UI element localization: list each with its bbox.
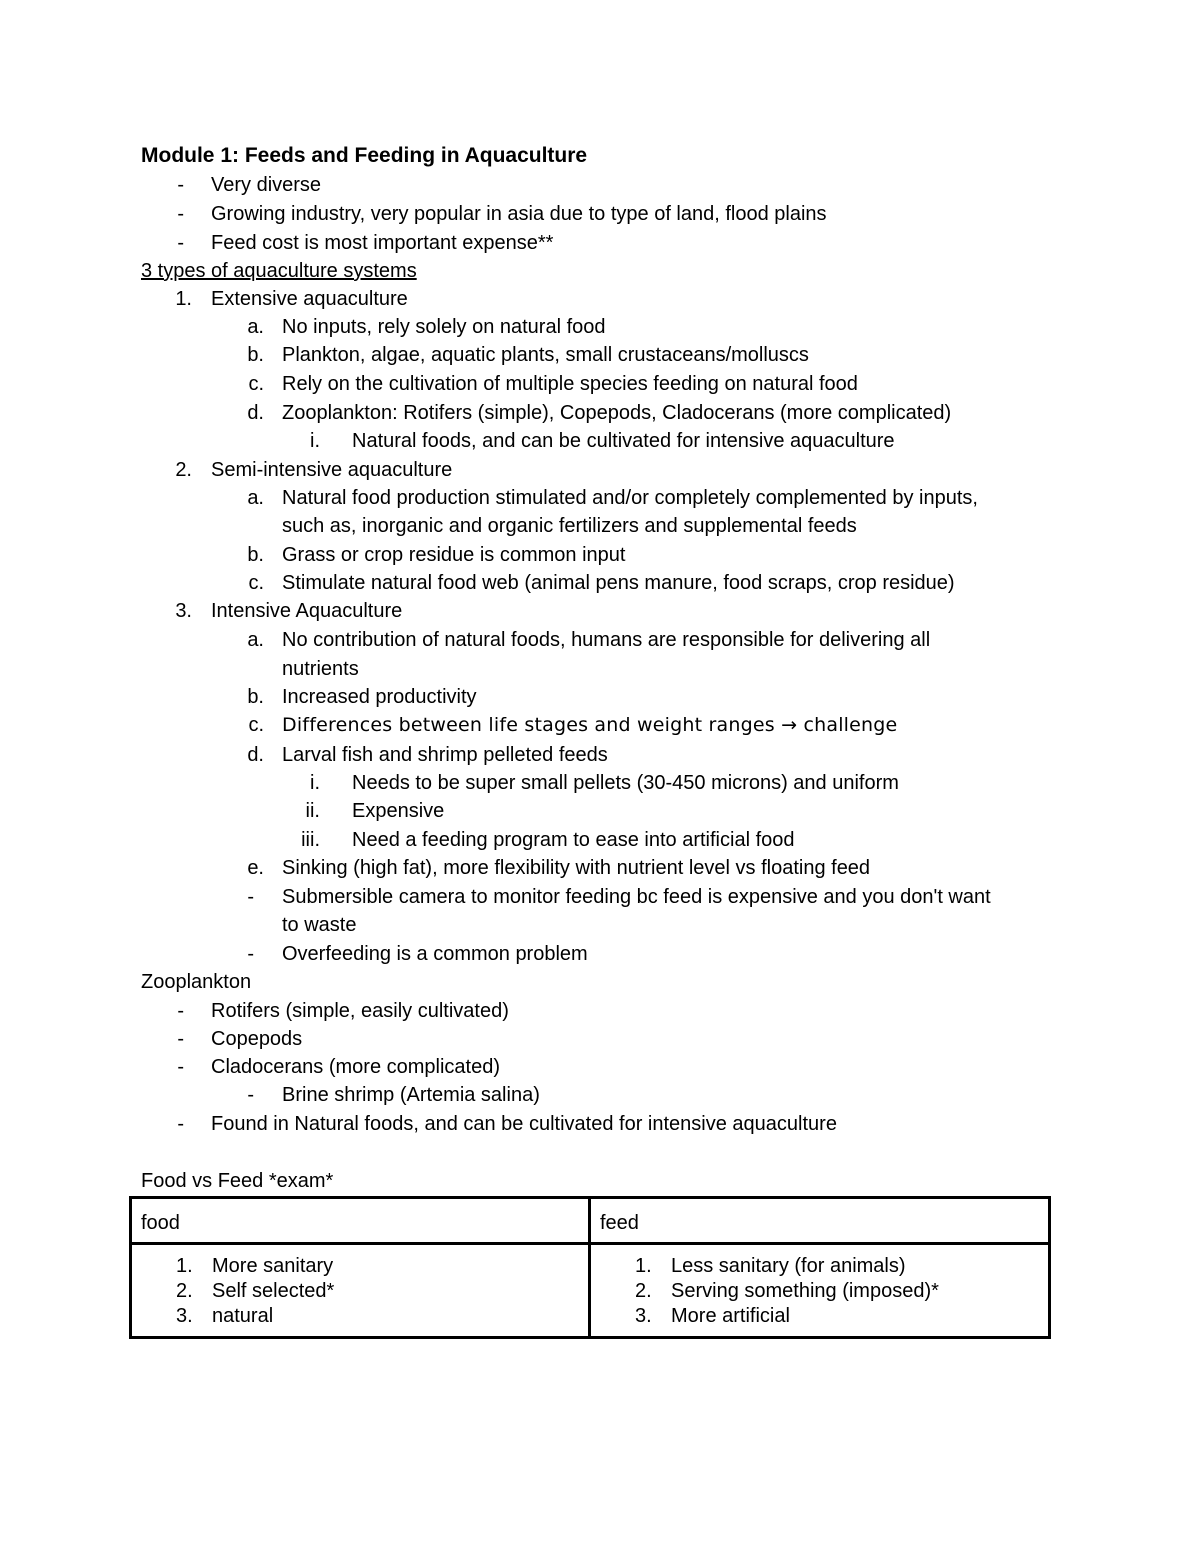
feed-item: More artificial [671,1305,790,1327]
list-item: 2. Self selected* [176,1280,335,1302]
list-item: 2. Serving something (imposed)* [635,1280,939,1302]
list-item-continuation: to waste [282,914,357,936]
table-header-cell [590,1198,1050,1244]
list-item: Increased productivity [282,686,477,708]
food-list [132,1245,588,1329]
bullet-dash: - [177,1000,184,1022]
intro-bullet: Very diverse [211,174,322,196]
list-item-continuation: nutrients [282,658,359,680]
header-feed: feed [600,1212,639,1234]
list-letter: d. [247,402,264,424]
table-cell [131,1244,590,1338]
list-item: Natural food production stimulated and/or completely complemented by inputs, [282,487,978,509]
table-header-cell [131,1198,590,1244]
feed-item: Less sanitary (for animals) [671,1255,906,1277]
list-item: No contribution of natural foods, humans are responsible for delivering all [282,629,931,651]
list-roman: iii. [301,829,320,851]
feed-item: Serving something (imposed)* [671,1280,939,1302]
header-food: food [141,1212,180,1234]
list-roman: ii. [305,800,320,822]
list-item: Differences between life stages and weight ranges → challenge [282,714,898,736]
list-letter: c. [248,572,264,594]
table-row [131,1244,1050,1338]
list-item: Natural foods, and can be cultivated for intensive aquaculture [352,430,895,452]
list-letter: e. [247,857,264,879]
bullet-dash: - [177,1028,184,1050]
list-item: 1. More sanitary [176,1255,334,1277]
list-letter: c. [248,373,264,395]
list-letter: b. [247,544,264,566]
list-item: Submersible camera to monitor feeding bc feed is expensive and you don't want [282,886,991,908]
list-number: 2. [175,459,192,481]
table-header-row [131,1198,1050,1244]
food-item: natural [212,1305,274,1327]
page-title: Module 1: Feeds and Feeding in Aquaculture [141,144,588,167]
system-label: Intensive Aquaculture [211,600,403,622]
table-heading: Food vs Feed *exam* [141,1170,334,1192]
zoo-sub-bullet: Brine shrimp (Artemia salina) [282,1084,540,1106]
list-item: Expensive [352,800,445,822]
zoo-bullet: Copepods [211,1028,303,1050]
list-item: Grass or crop residue is common input [282,544,626,566]
zoo-bullet: Cladocerans (more complicated) [211,1056,501,1078]
list-letter: a. [247,316,264,338]
list-item-continuation: such as, inorganic and organic fertilizers and supplemental feeds [282,515,857,537]
list-letter: b. [247,344,264,366]
system-label: Semi-intensive aquaculture [211,459,453,481]
bullet-dash: - [177,1113,184,1135]
food-vs-feed-table [129,1196,1051,1339]
list-roman: i. [310,772,320,794]
food-item: More sanitary [212,1255,334,1277]
bullet-dash: - [177,232,184,254]
list-letter: c. [248,714,264,736]
list-item: Larval fish and shrimp pelleted feeds [282,744,608,766]
feed-list [591,1245,1048,1329]
list-item: Overfeeding is a common problem [282,943,588,965]
bullet-dash: - [247,1084,254,1106]
bullet-dash: - [177,174,184,196]
list-number: 3. [175,600,192,622]
list-letter: a. [247,629,264,651]
table-cell [590,1244,1050,1338]
zoo-bullet: Rotifers (simple, easily cultivated) [211,1000,509,1022]
food-item: Self selected* [212,1280,335,1302]
systems-heading: 3 types of aquaculture systems [141,260,417,282]
bullet-dash: - [247,943,254,965]
list-item: Stimulate natural food web (animal pens manure, food scraps, crop residue) [282,572,955,594]
intro-bullet: Feed cost is most important expense** [211,232,554,254]
list-number: 1. [175,288,192,310]
list-item: 3. More artificial [635,1305,790,1327]
list-item: 3. natural [176,1305,274,1327]
system-label: Extensive aquaculture [211,288,408,310]
list-item: Need a feeding program to ease into artificial food [352,829,795,851]
list-item: Rely on the cultivation of multiple species feeding on natural food [282,373,858,395]
list-letter: a. [247,487,264,509]
list-roman: i. [310,430,320,452]
list-item: Zooplankton: Rotifers (simple), Copepods, Cladocerans (more complicated) [282,402,952,424]
list-item: No inputs, rely solely on natural food [282,316,606,338]
list-letter: d. [247,744,264,766]
list-letter: b. [247,686,264,708]
intro-bullet: Growing industry, very popular in asia due to type of land, flood plains [211,203,827,225]
bullet-dash: - [247,886,254,908]
list-item: Sinking (high fat), more flexibility with nutrient level vs floating feed [282,857,871,879]
zooplankton-heading: Zooplankton [141,971,252,993]
list-item: 1. Less sanitary (for animals) [635,1255,906,1277]
list-item: Needs to be super small pellets (30-450 microns) and uniform [352,772,899,794]
bullet-dash: - [177,203,184,225]
list-item: Plankton, algae, aquatic plants, small crustaceans/molluscs [282,344,809,366]
zoo-bullet: Found in Natural foods, and can be cultivated for intensive aquaculture [211,1113,837,1135]
bullet-dash: - [177,1056,184,1078]
